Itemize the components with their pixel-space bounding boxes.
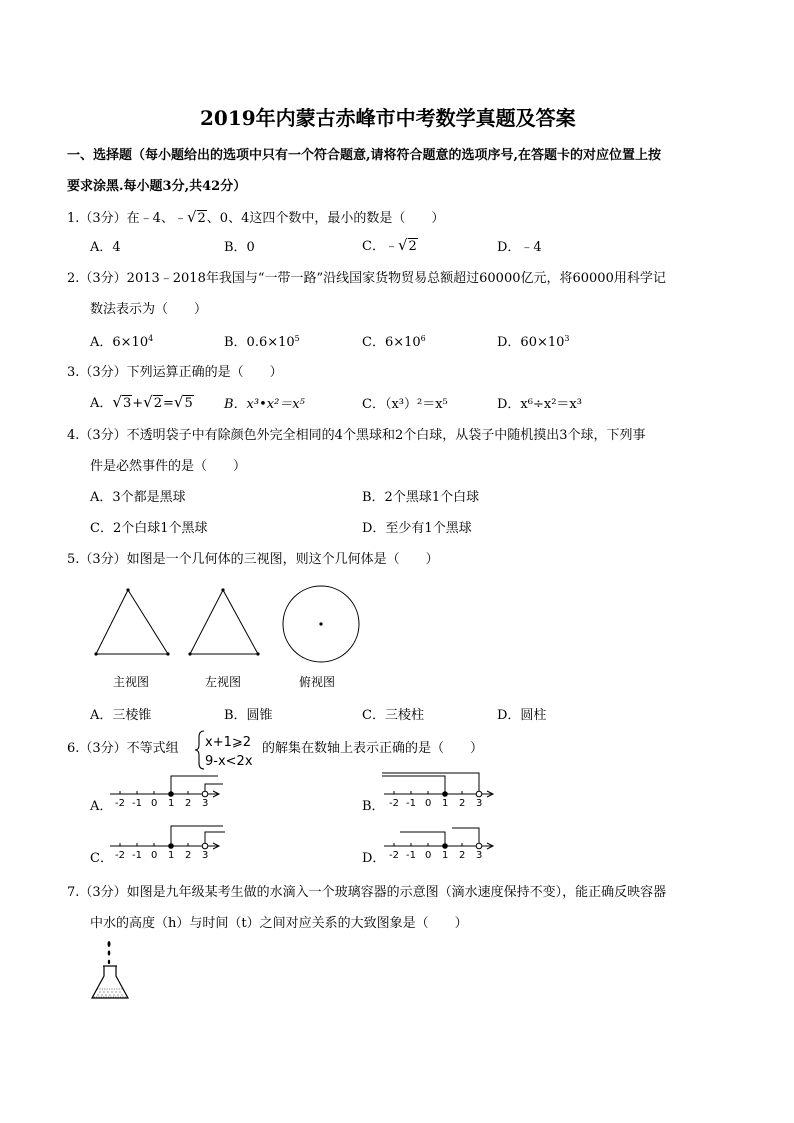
tick-label: 2	[459, 798, 466, 809]
q7-stem-line1: 7.（3分）如图是九年级某考生做的水滴入一个玻璃容器的示意图（滴水速度保持不变），能正确反映容器	[67, 885, 667, 900]
q2-option-b	[224, 335, 300, 349]
q4-stem-line2: 件是必然事件的是（ ）	[90, 459, 247, 474]
q1-option-c-radicand: 2	[408, 239, 417, 254]
q2-option-b-base: B．0.6×10	[224, 335, 295, 350]
q3-stem: 3.（3分）下列运算正确的是（ ）	[67, 365, 283, 380]
number-line-d	[382, 822, 502, 862]
q6-stem-prefix: 6.（3分）不等式组	[67, 741, 179, 756]
q3-sqrt-2: √2	[143, 393, 162, 411]
q2-stem-line1: 2.（3分）2013﹣2018年我国与“一带一路”沿线国家货物贸易总额超过60000亿元，将60000用科学记	[67, 271, 666, 286]
tick-label: 0	[425, 798, 432, 809]
q1-option-c-sqrt: √2	[397, 236, 417, 254]
q5-stem: 5.（3分）如图是一个几何体的三视图，则这个几何体是（ ）	[67, 552, 439, 567]
q2-option-d	[497, 335, 570, 349]
q3-option-d: D．x⁶÷x²＝x³	[497, 397, 582, 412]
tick-label: -1	[132, 798, 142, 809]
caption-left-view: 左视图	[205, 675, 242, 689]
q2-option-d-base: D．60×10	[497, 335, 565, 350]
q6-option-b-label: B．	[362, 799, 385, 814]
tick-label: -2	[389, 850, 399, 861]
q5-option-a: A．三棱锥	[90, 708, 152, 723]
q3-plus: +	[132, 396, 144, 411]
q5-option-d: D．圆柱	[497, 708, 547, 723]
section-header-line2: 要求涂黑.每小题3分,共42分）	[67, 179, 247, 194]
q2-option-c	[362, 335, 426, 349]
left-view-triangle	[190, 590, 258, 654]
tick-label: 1	[168, 798, 175, 809]
tick-label: -2	[389, 798, 399, 809]
ray-from-1	[382, 776, 445, 794]
q1-stem	[67, 210, 444, 225]
tick-label: -1	[406, 850, 416, 861]
flask-water	[93, 989, 127, 997]
q1-option-a: A．4	[90, 240, 121, 255]
tick-label: -1	[406, 798, 416, 809]
q6-option-a-label: A．	[90, 799, 113, 814]
q1-radicand: 2	[197, 211, 206, 226]
q1-option-b: B．0	[224, 240, 255, 255]
q2-option-c-base: C．6×10	[362, 335, 421, 350]
caption-top-view: 俯视图	[299, 675, 336, 689]
tick-label: 1	[168, 850, 175, 861]
q3-option-a-label: A．	[90, 396, 113, 411]
q4-stem-line1: 4.（3分）不透明袋子中有除颜色外完全相同的4个黑球和2个白球，从袋子中随机摸出3个球，下列事	[67, 428, 646, 443]
page-title: 2019年内蒙古赤峰市中考数学真题及答案	[200, 106, 576, 130]
front-view-triangle	[96, 590, 168, 654]
q3-option-a	[90, 395, 194, 410]
three-views-figure	[88, 584, 368, 664]
tick-label: 0	[151, 798, 158, 809]
section-header-line1: 一、选择题（每小题给出的选项中只有一个符合题意,请将符合题意的选项序号,在答题卡的对应位置上按	[67, 148, 662, 163]
tick-label: 0	[425, 850, 432, 861]
q1-suffix: 、0、4这四个数中，最小的数是（ ）	[206, 211, 445, 226]
q1-option-c-prefix: C．﹣	[362, 239, 398, 254]
inequality-2: 9-x<2x	[205, 754, 253, 769]
q4-option-a: A．3个都是黑球	[90, 490, 186, 505]
number-line-b	[382, 770, 502, 810]
tick-label: 2	[459, 850, 466, 861]
ray-from-1	[400, 832, 445, 846]
tick-label: 0	[151, 850, 158, 861]
q7-stem-line2: 中水的高度（h）与时间（t）之间对应关系的大致图象是（ ）	[90, 916, 468, 931]
q3-sqrt-3: √5	[173, 393, 193, 411]
q3-radicand-1: 3	[122, 396, 132, 411]
tick-label: 2	[185, 850, 192, 861]
q3-radicand-3: 5	[184, 396, 193, 411]
flask-figure	[88, 940, 138, 1002]
q2-option-a-exp: 4	[148, 334, 154, 343]
flask-outline	[92, 966, 128, 998]
q3-option-b: B．x³•x²＝x⁵	[224, 397, 305, 412]
tick-label: 1	[442, 850, 449, 861]
left-brace	[195, 731, 204, 769]
number-line-c	[108, 822, 228, 862]
q4-option-d: D．至少有1个黑球	[362, 521, 472, 536]
tick-label: 1	[442, 798, 449, 809]
q3-option-c: C．（x³）²＝x⁵	[362, 397, 448, 412]
q6-option-d-label: D．	[362, 851, 386, 866]
inequality-1: x+1⩾2	[205, 735, 252, 750]
tick-label: 3	[202, 850, 209, 861]
q5-option-c: C．三棱柱	[362, 708, 424, 723]
q6-option-c-label: C．	[90, 851, 113, 866]
ray-from-3	[452, 828, 479, 846]
q1-option-c	[362, 238, 418, 253]
q5-option-b: B．圆锥	[224, 708, 273, 723]
tick-label: 3	[476, 850, 483, 861]
ray-from-1	[171, 776, 218, 794]
number-line-a	[108, 770, 228, 810]
q2-option-d-exp: 3	[564, 334, 570, 343]
inequality-system	[194, 729, 264, 771]
q2-option-a-base: A．6×10	[90, 335, 149, 350]
q4-option-c: C．2个白球1个黑球	[90, 521, 208, 536]
top-view-center-dot	[319, 622, 322, 625]
tick-label: 3	[476, 798, 483, 809]
q2-stem-line2: 数法表示为（ ）	[90, 302, 208, 317]
water-drop	[108, 941, 111, 947]
q3-radicand-2: 2	[153, 396, 162, 411]
q3-sqrt-1: √3	[112, 393, 132, 411]
q1-sqrt: √2	[186, 208, 206, 226]
q3-equals: =	[162, 396, 174, 411]
q2-option-b-exp: 5	[294, 334, 300, 343]
tick-label: 3	[202, 798, 209, 809]
q2-option-c-exp: 6	[420, 334, 426, 343]
q1-option-d: D．﹣4	[497, 240, 542, 255]
q2-option-a	[90, 335, 153, 349]
ray-from-1	[171, 826, 223, 846]
q4-option-b: B．2个黑球1个白球	[362, 490, 480, 505]
q1-prefix: 1.（3分）在﹣4、﹣	[67, 211, 187, 226]
q6-stem-suffix: 的解集在数轴上表示正确的是（ ）	[262, 741, 484, 756]
tick-label: -2	[115, 850, 125, 861]
tick-label: 2	[185, 798, 192, 809]
tick-label: -2	[115, 798, 125, 809]
tick-label: -1	[132, 850, 142, 861]
caption-front-view: 主视图	[113, 675, 150, 689]
